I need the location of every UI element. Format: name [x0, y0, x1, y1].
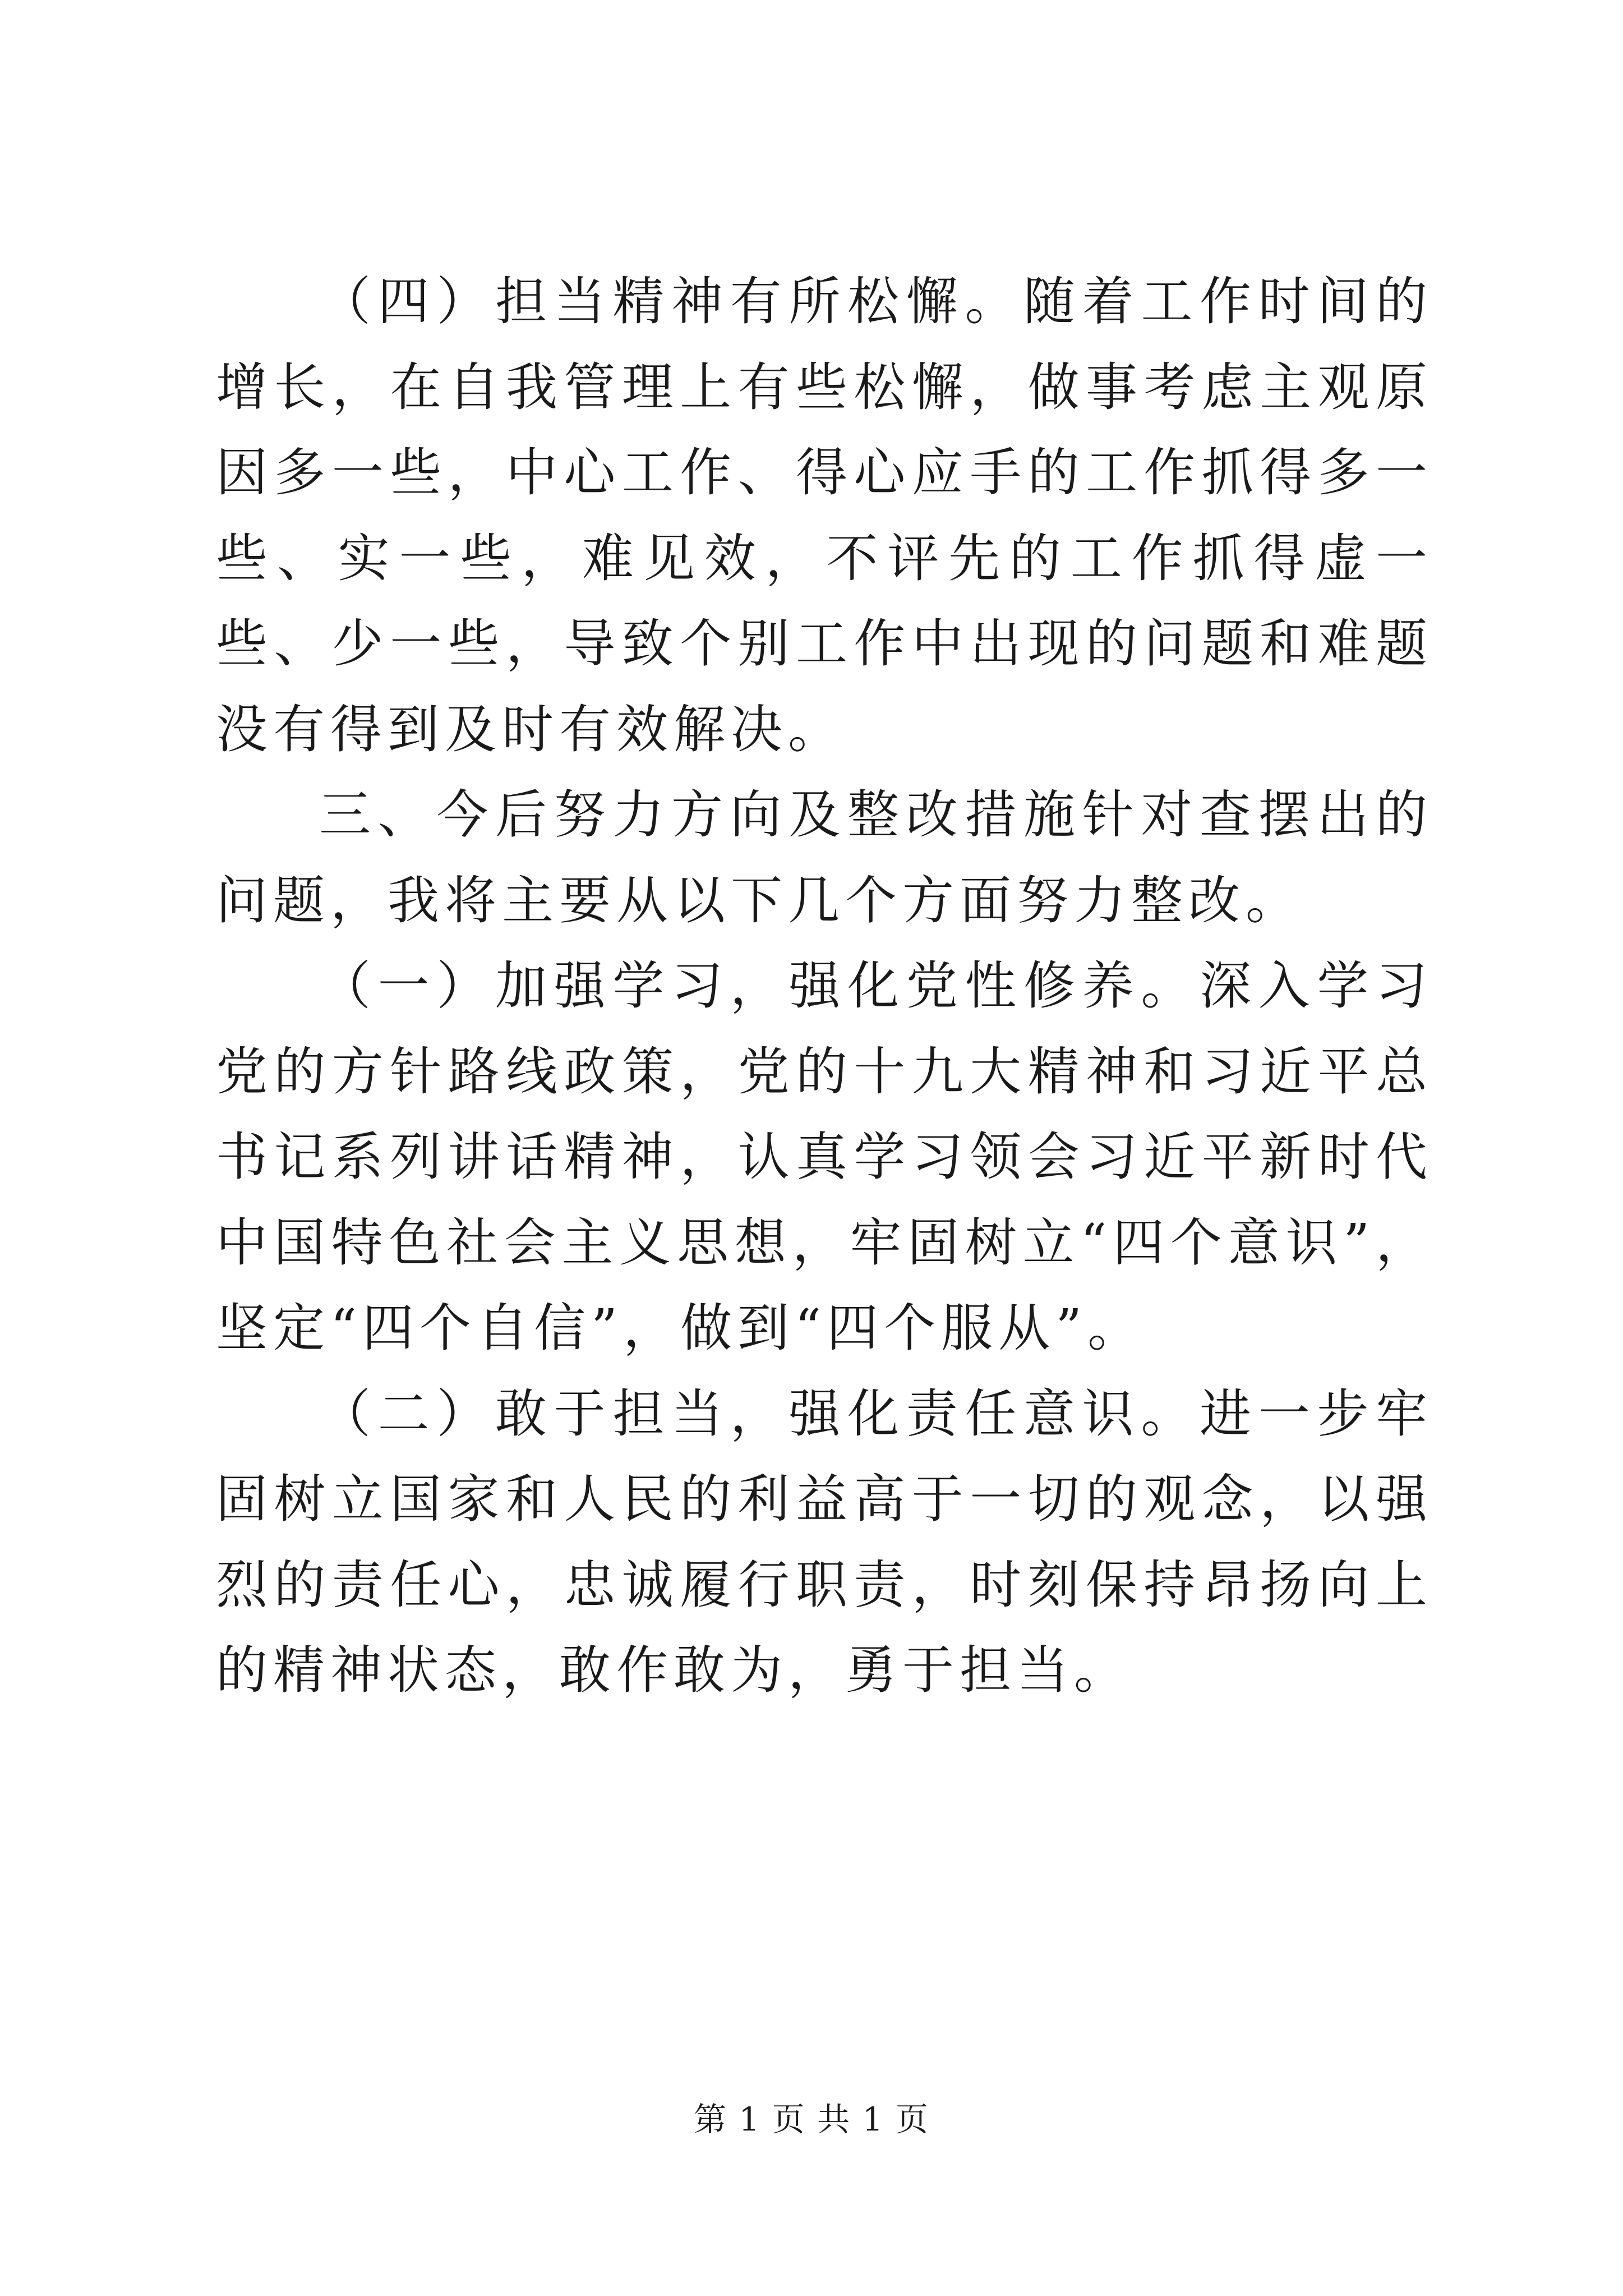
paragraph-strengthen-study: （一）加强学习，强化党性修养。深入学习党的方针路线政策，党的十九大精神和习近平总书记系列讲话精神，认真学习领会习近平新时代中国特色社会主义思想，牢固树立“四个意识”，坚定“四个自信”，做到“四个服从”。	[216, 956, 1433, 1358]
page-footer: 第 1 页 共 1 页	[694, 2100, 929, 2138]
paragraph-section-three-heading: 三、今后努力方向及整改措施针对查摆出的问题，我将主要从以下几个方面努力整改。	[216, 785, 1433, 931]
paragraph-take-responsibility: （二）敢于担当，强化责任意识。进一步牢固树立国家和人民的利益高于一切的观念，以强烈的责任心，忠诚履行职责，时刻保持昂扬向上的精神状态，敢作敢为，勇于担当。	[216, 1383, 1433, 1700]
document-body	[216, 259, 1433, 1714]
paragraph-responsibility-slack: （四）担当精神有所松懈。随着工作时间的增长，在自我管理上有些松懈，做事考虑主观原因多一些，中心工作、得心应手的工作抓得多一些、实一些，难见效，不评先的工作抓得虚一些、少一些，导致个别工作中出现的问题和难题没有得到及时有效解决。	[216, 272, 1433, 760]
